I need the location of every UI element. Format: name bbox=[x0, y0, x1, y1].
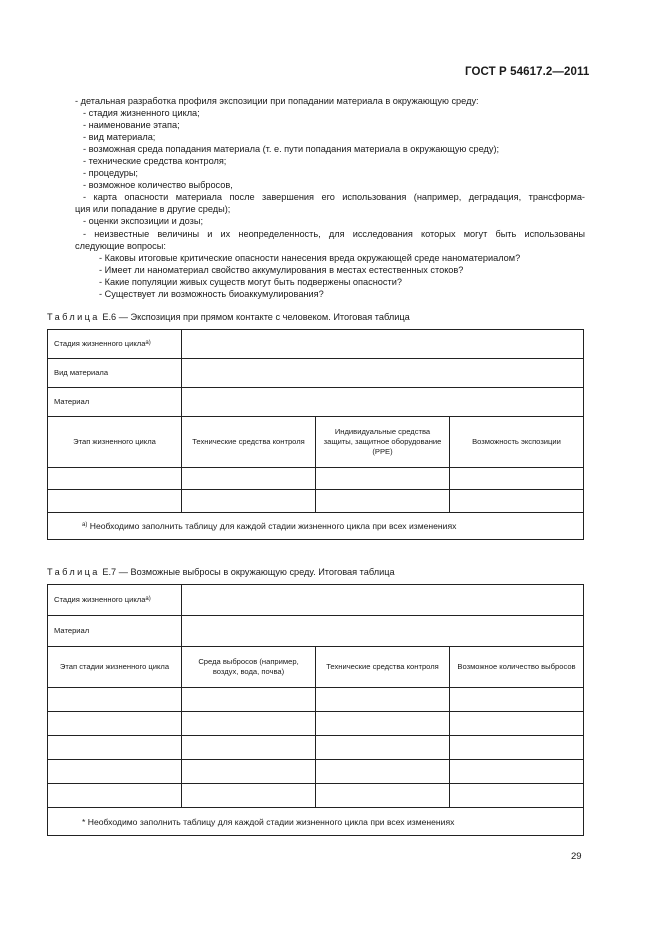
data-cell[interactable] bbox=[48, 784, 182, 808]
data-cell[interactable] bbox=[48, 712, 182, 736]
data-cell[interactable] bbox=[48, 468, 182, 490]
table-row bbox=[48, 490, 584, 513]
data-cell[interactable] bbox=[48, 490, 182, 513]
data-cell[interactable] bbox=[316, 468, 450, 490]
table-header-row bbox=[48, 417, 584, 468]
table-row bbox=[48, 688, 584, 712]
caption-text: Е.6 — Экспозиция при прямом контакте с человеком. Итоговая таблица bbox=[99, 312, 410, 322]
question-item: - Какие популяции живых существ могут быть подвержены опасности? bbox=[99, 276, 402, 287]
list-item: - возможное количество выбросов, bbox=[83, 180, 233, 191]
table-footnote-row bbox=[48, 808, 584, 836]
value-cell[interactable] bbox=[182, 388, 584, 417]
value-cell[interactable] bbox=[182, 585, 584, 616]
data-cell[interactable] bbox=[182, 760, 316, 784]
data-cell[interactable] bbox=[316, 688, 450, 712]
table-footnote: * Необходимо заполнить таблицу для каждой стадии жизненного цикла при всех изменениях bbox=[48, 808, 584, 836]
label-cell: Стадия жизненного цикла$^{а)}$ bbox=[48, 585, 182, 616]
data-cell[interactable] bbox=[316, 736, 450, 760]
data-cell[interactable] bbox=[182, 712, 316, 736]
table-e6 bbox=[47, 329, 584, 540]
document-code: ГОСТ Р 54617.2—2011 bbox=[465, 66, 590, 78]
table-row bbox=[48, 585, 584, 616]
data-cell[interactable] bbox=[182, 784, 316, 808]
label-cell: Вид материала bbox=[48, 359, 182, 388]
caption-text: Е.7 — Возможные выбросы в окружающую среду. Итоговая таблица bbox=[99, 567, 395, 577]
table-row bbox=[48, 736, 584, 760]
column-header: Этап стадии жизненного цикла bbox=[48, 647, 182, 688]
table-row bbox=[48, 359, 584, 388]
table-row bbox=[48, 616, 584, 647]
page-number: 29 bbox=[571, 851, 582, 862]
data-cell[interactable] bbox=[450, 468, 584, 490]
list-item: - процедуры; bbox=[83, 168, 138, 179]
column-header: Возможное количество выбросов bbox=[450, 647, 584, 688]
data-cell[interactable] bbox=[182, 736, 316, 760]
table-row bbox=[48, 712, 584, 736]
list-item: - технические средства контроля; bbox=[83, 156, 227, 167]
table-row bbox=[48, 330, 584, 359]
list-item-unknowns-cont: следующие вопросы: bbox=[75, 240, 166, 251]
column-header: Среда выбросов (например, воздух, вода, почва) bbox=[182, 647, 316, 688]
value-cell[interactable] bbox=[182, 616, 584, 647]
list-item: - вид материала; bbox=[83, 132, 156, 143]
table-row bbox=[48, 760, 584, 784]
data-cell[interactable] bbox=[450, 784, 584, 808]
data-cell[interactable] bbox=[182, 468, 316, 490]
data-cell[interactable] bbox=[450, 760, 584, 784]
data-cell[interactable] bbox=[316, 784, 450, 808]
data-cell[interactable] bbox=[182, 490, 316, 513]
list-item-unknowns: - неизвестные величины и их неопределенность, для исследования которых могут быть использованы bbox=[83, 228, 585, 239]
list-item-exposure: - оценки экспозиции и дозы; bbox=[83, 216, 203, 227]
table-row bbox=[48, 388, 584, 417]
table-e6-caption bbox=[47, 312, 410, 322]
table-e7-caption bbox=[47, 567, 395, 577]
label-cell: Материал bbox=[48, 616, 182, 647]
caption-word: Таблица bbox=[47, 567, 100, 577]
data-cell[interactable] bbox=[316, 490, 450, 513]
data-cell[interactable] bbox=[450, 712, 584, 736]
table-e7 bbox=[47, 584, 584, 836]
data-cell[interactable] bbox=[48, 688, 182, 712]
list-item-hazard-map-cont: ция или попадание в другие среды); bbox=[75, 204, 231, 215]
column-header: Возможность экспозиции bbox=[450, 417, 584, 468]
question-item: - Имеет ли наноматериал свойство аккумулирования в местах естественных стоков? bbox=[99, 264, 464, 275]
table-row bbox=[48, 468, 584, 490]
value-cell[interactable] bbox=[182, 359, 584, 388]
caption-word: Таблица bbox=[47, 312, 100, 322]
question-item: - Каковы итоговые критические опасности нанесения вреда окружающей среде наноматериалом? bbox=[99, 252, 521, 263]
data-cell[interactable] bbox=[316, 760, 450, 784]
data-cell[interactable] bbox=[48, 760, 182, 784]
table-footnote-row bbox=[48, 513, 584, 540]
data-cell[interactable] bbox=[48, 736, 182, 760]
list-item-main: - детальная разработка профиля экспозиции при попадании материала в окружающую среду: bbox=[75, 96, 479, 106]
intro-list bbox=[75, 95, 585, 300]
label-cell: Материал bbox=[48, 388, 182, 417]
list-item: - возможная среда попадания материала (т. е. пути попадания материала в окружающую среду); bbox=[83, 144, 500, 155]
table-row bbox=[48, 784, 584, 808]
data-cell[interactable] bbox=[182, 688, 316, 712]
column-header: Индивидуальные средства защиты, защитное оборудование (РРЕ) bbox=[316, 417, 450, 468]
label-cell: Стадия жизненного цикла$^{а)}$ bbox=[48, 330, 182, 359]
list-item: - стадия жизненного цикла; bbox=[83, 108, 200, 119]
data-cell[interactable] bbox=[450, 736, 584, 760]
table-footnote: $^{а)}$ Необходимо заполнить таблицу для каждой стадии жизненного цикла при всех изменениях bbox=[48, 513, 584, 540]
column-header: Технические средства контроля bbox=[316, 647, 450, 688]
table-header-row bbox=[48, 647, 584, 688]
value-cell[interactable] bbox=[182, 330, 584, 359]
question-item: - Существует ли возможность биоаккумулирования? bbox=[99, 288, 324, 299]
data-cell[interactable] bbox=[450, 490, 584, 513]
column-header: Этап жизненного цикла bbox=[48, 417, 182, 468]
list-item-hazard-map: - карта опасности материала после завершения его использования (например, деградация, трансформа- bbox=[83, 192, 585, 203]
list-item: - наименование этапа; bbox=[83, 120, 180, 131]
data-cell[interactable] bbox=[316, 712, 450, 736]
column-header: Технические средства контроля bbox=[182, 417, 316, 468]
data-cell[interactable] bbox=[450, 688, 584, 712]
